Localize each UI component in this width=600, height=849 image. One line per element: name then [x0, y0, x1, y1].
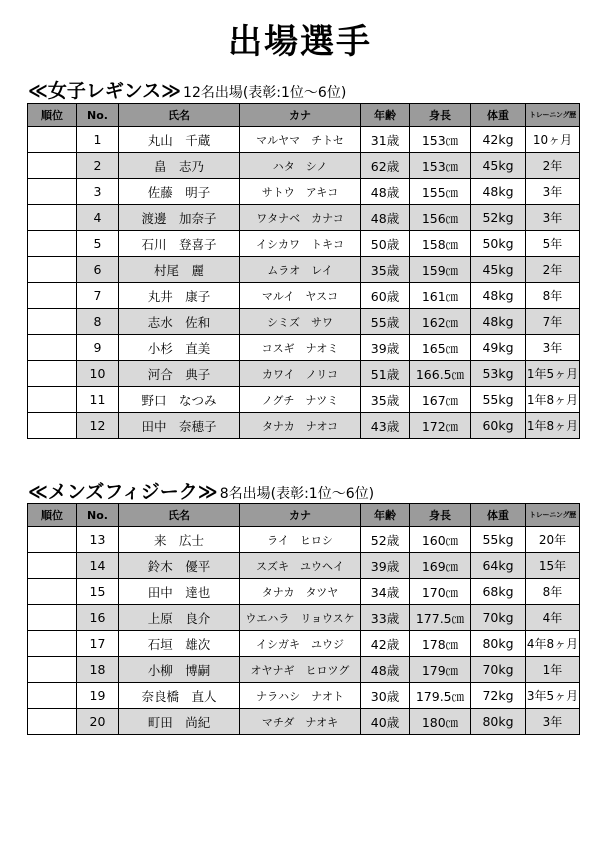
table-row — [28, 657, 580, 683]
kana-cell: タナカ ナオコ — [240, 413, 361, 439]
column-header-height: 身長 — [410, 104, 471, 127]
training-cell: 1年 — [526, 657, 580, 683]
name-cell: 奈良橋 直人 — [119, 683, 240, 709]
name-cell: 志水 佐和 — [119, 309, 240, 335]
weight-cell: 72kg — [471, 683, 526, 709]
kana-cell: ムラオ レイ — [240, 257, 361, 283]
table-row — [28, 257, 580, 283]
table-row — [28, 527, 580, 553]
column-header-training: トレーニング歴 — [526, 504, 580, 527]
rank-cell — [28, 309, 77, 335]
number-cell: 7 — [77, 283, 119, 309]
name-cell: 渡邊 加奈子 — [119, 205, 240, 231]
training-cell: 8年 — [526, 579, 580, 605]
number-cell: 18 — [77, 657, 119, 683]
weight-cell: 64kg — [471, 553, 526, 579]
kana-cell: イシカワ トキコ — [240, 231, 361, 257]
table-row — [28, 283, 580, 309]
age-cell: 39歳 — [361, 335, 410, 361]
age-cell: 35歳 — [361, 387, 410, 413]
column-header-age: 年齢 — [361, 504, 410, 527]
number-cell: 2 — [77, 153, 119, 179]
age-cell: 48歳 — [361, 179, 410, 205]
weight-cell: 80kg — [471, 631, 526, 657]
column-header-kana: カナ — [240, 104, 361, 127]
column-header-training: トレーニング歴 — [526, 104, 580, 127]
table-row — [28, 413, 580, 439]
table-row — [28, 153, 580, 179]
weight-cell: 53kg — [471, 361, 526, 387]
weight-cell: 60kg — [471, 413, 526, 439]
rank-cell — [28, 553, 77, 579]
height-cell: 179.5㎝ — [410, 683, 471, 709]
height-cell: 172㎝ — [410, 413, 471, 439]
rank-cell — [28, 179, 77, 205]
age-cell: 48歳 — [361, 657, 410, 683]
weight-cell: 70kg — [471, 657, 526, 683]
name-cell: 来 広士 — [119, 527, 240, 553]
number-cell: 15 — [77, 579, 119, 605]
age-cell: 50歳 — [361, 231, 410, 257]
weight-cell: 55kg — [471, 527, 526, 553]
section-note: 8名出場(表彰:1位～6位) — [219, 486, 375, 502]
kana-cell: ウエハラ リョウスケ — [240, 605, 361, 631]
number-cell: 3 — [77, 179, 119, 205]
rank-cell — [28, 709, 77, 735]
table-header-row — [28, 504, 580, 527]
age-cell: 55歳 — [361, 309, 410, 335]
number-cell: 16 — [77, 605, 119, 631]
weight-cell: 80kg — [471, 709, 526, 735]
kana-cell: サトウ アキコ — [240, 179, 361, 205]
name-cell: 小柳 博嗣 — [119, 657, 240, 683]
weight-cell: 68kg — [471, 579, 526, 605]
name-cell: 小杉 直美 — [119, 335, 240, 361]
height-cell: 153㎝ — [410, 153, 471, 179]
number-cell: 1 — [77, 127, 119, 153]
kana-cell: ハタ シノ — [240, 153, 361, 179]
column-header-kana: カナ — [240, 504, 361, 527]
number-cell: 4 — [77, 205, 119, 231]
rank-cell — [28, 361, 77, 387]
column-header-weight: 体重 — [471, 504, 526, 527]
training-cell: 1年8ヶ月 — [526, 387, 580, 413]
kana-cell: オヤナギ ヒロツグ — [240, 657, 361, 683]
section-name: ≪女子レギンス≫ — [28, 80, 182, 102]
name-cell: 佐藤 明子 — [119, 179, 240, 205]
kana-cell: ライ ヒロシ — [240, 527, 361, 553]
training-cell: 7年 — [526, 309, 580, 335]
age-cell: 52歳 — [361, 527, 410, 553]
weight-cell: 49kg — [471, 335, 526, 361]
name-cell: 畠 志乃 — [119, 153, 240, 179]
height-cell: 179㎝ — [410, 657, 471, 683]
rank-cell — [28, 579, 77, 605]
number-cell: 12 — [77, 413, 119, 439]
weight-cell: 48kg — [471, 179, 526, 205]
height-cell: 166.5㎝ — [410, 361, 471, 387]
rank-cell — [28, 205, 77, 231]
name-cell: 田中 達也 — [119, 579, 240, 605]
table-row — [28, 387, 580, 413]
column-header-name: 氏名 — [119, 104, 240, 127]
age-cell: 40歳 — [361, 709, 410, 735]
training-cell: 3年 — [526, 205, 580, 231]
section-name: ≪メンズフィジーク≫ — [28, 481, 218, 503]
section-heading-womens-leggings — [28, 76, 346, 103]
rank-cell — [28, 527, 77, 553]
table-row — [28, 553, 580, 579]
age-cell: 43歳 — [361, 413, 410, 439]
training-cell: 4年8ヶ月 — [526, 631, 580, 657]
name-cell: 田中 奈穂子 — [119, 413, 240, 439]
table-row — [28, 631, 580, 657]
table-row — [28, 683, 580, 709]
rank-cell — [28, 283, 77, 309]
name-cell: 上原 良介 — [119, 605, 240, 631]
rank-cell — [28, 631, 77, 657]
training-cell: 4年 — [526, 605, 580, 631]
column-header-number: No. — [77, 504, 119, 527]
name-cell: 丸井 康子 — [119, 283, 240, 309]
age-cell: 34歳 — [361, 579, 410, 605]
rank-cell — [28, 605, 77, 631]
weight-cell: 45kg — [471, 257, 526, 283]
height-cell: 160㎝ — [410, 527, 471, 553]
number-cell: 11 — [77, 387, 119, 413]
age-cell: 60歳 — [361, 283, 410, 309]
number-cell: 9 — [77, 335, 119, 361]
table-row — [28, 205, 580, 231]
number-cell: 19 — [77, 683, 119, 709]
table-row — [28, 361, 580, 387]
table-row — [28, 335, 580, 361]
table-row — [28, 579, 580, 605]
training-cell: 1年5ヶ月 — [526, 361, 580, 387]
training-cell: 1年8ヶ月 — [526, 413, 580, 439]
training-cell: 20年 — [526, 527, 580, 553]
height-cell: 177.5㎝ — [410, 605, 471, 631]
kana-cell: ナラハシ ナオト — [240, 683, 361, 709]
name-cell: 町田 尚紀 — [119, 709, 240, 735]
kana-cell: スズキ ユウヘイ — [240, 553, 361, 579]
name-cell: 石垣 雄次 — [119, 631, 240, 657]
name-cell: 村尾 麗 — [119, 257, 240, 283]
kana-cell: カワイ ノリコ — [240, 361, 361, 387]
age-cell: 39歳 — [361, 553, 410, 579]
rank-cell — [28, 127, 77, 153]
table-row — [28, 605, 580, 631]
name-cell: 石川 登喜子 — [119, 231, 240, 257]
age-cell: 35歳 — [361, 257, 410, 283]
training-cell: 5年 — [526, 231, 580, 257]
table-header-row — [28, 104, 580, 127]
weight-cell: 48kg — [471, 309, 526, 335]
column-header-height: 身長 — [410, 504, 471, 527]
weight-cell: 45kg — [471, 153, 526, 179]
training-cell: 3年5ヶ月 — [526, 683, 580, 709]
age-cell: 62歳 — [361, 153, 410, 179]
name-cell: 野口 なつみ — [119, 387, 240, 413]
column-header-number: No. — [77, 104, 119, 127]
name-cell: 鈴木 優平 — [119, 553, 240, 579]
column-header-weight: 体重 — [471, 104, 526, 127]
height-cell: 178㎝ — [410, 631, 471, 657]
number-cell: 13 — [77, 527, 119, 553]
kana-cell: ワタナベ カナコ — [240, 205, 361, 231]
number-cell: 17 — [77, 631, 119, 657]
number-cell: 14 — [77, 553, 119, 579]
kana-cell: コスギ ナオミ — [240, 335, 361, 361]
rank-cell — [28, 387, 77, 413]
weight-cell: 70kg — [471, 605, 526, 631]
height-cell: 167㎝ — [410, 387, 471, 413]
height-cell: 156㎝ — [410, 205, 471, 231]
height-cell: 155㎝ — [410, 179, 471, 205]
rank-cell — [28, 657, 77, 683]
page-title: 出場選手 — [228, 22, 372, 62]
table-row — [28, 309, 580, 335]
number-cell: 20 — [77, 709, 119, 735]
training-cell: 3年 — [526, 179, 580, 205]
height-cell: 158㎝ — [410, 231, 471, 257]
training-cell: 3年 — [526, 335, 580, 361]
age-cell: 30歳 — [361, 683, 410, 709]
age-cell: 51歳 — [361, 361, 410, 387]
number-cell: 6 — [77, 257, 119, 283]
height-cell: 180㎝ — [410, 709, 471, 735]
section-heading-mens-physique — [28, 477, 374, 504]
kana-cell: シミズ サワ — [240, 309, 361, 335]
column-header-rank: 順位 — [28, 504, 77, 527]
height-cell: 169㎝ — [410, 553, 471, 579]
weight-cell: 42kg — [471, 127, 526, 153]
table-row — [28, 231, 580, 257]
height-cell: 162㎝ — [410, 309, 471, 335]
kana-cell: マルイ ヤスコ — [240, 283, 361, 309]
kana-cell: マチダ ナオキ — [240, 709, 361, 735]
mens-physique-table — [27, 503, 580, 735]
weight-cell: 52kg — [471, 205, 526, 231]
number-cell: 8 — [77, 309, 119, 335]
number-cell: 5 — [77, 231, 119, 257]
training-cell: 8年 — [526, 283, 580, 309]
rank-cell — [28, 257, 77, 283]
weight-cell: 50kg — [471, 231, 526, 257]
height-cell: 153㎝ — [410, 127, 471, 153]
weight-cell: 48kg — [471, 283, 526, 309]
womens-leggings-table — [27, 103, 580, 439]
height-cell: 159㎝ — [410, 257, 471, 283]
training-cell: 3年 — [526, 709, 580, 735]
rank-cell — [28, 413, 77, 439]
section-note: 12名出場(表彰:1位～6位) — [183, 85, 347, 101]
training-cell: 15年 — [526, 553, 580, 579]
height-cell: 165㎝ — [410, 335, 471, 361]
table-row — [28, 127, 580, 153]
kana-cell: ノグチ ナツミ — [240, 387, 361, 413]
kana-cell: イシガキ ユウジ — [240, 631, 361, 657]
height-cell: 161㎝ — [410, 283, 471, 309]
table-row — [28, 709, 580, 735]
column-header-age: 年齢 — [361, 104, 410, 127]
training-cell: 2年 — [526, 257, 580, 283]
rank-cell — [28, 335, 77, 361]
kana-cell: タナカ タツヤ — [240, 579, 361, 605]
age-cell: 33歳 — [361, 605, 410, 631]
rank-cell — [28, 231, 77, 257]
training-cell: 2年 — [526, 153, 580, 179]
age-cell: 48歳 — [361, 205, 410, 231]
age-cell: 31歳 — [361, 127, 410, 153]
number-cell: 10 — [77, 361, 119, 387]
name-cell: 河合 典子 — [119, 361, 240, 387]
column-header-rank: 順位 — [28, 104, 77, 127]
name-cell: 丸山 千蔵 — [119, 127, 240, 153]
kana-cell: マルヤマ チトセ — [240, 127, 361, 153]
table-row — [28, 179, 580, 205]
age-cell: 42歳 — [361, 631, 410, 657]
rank-cell — [28, 683, 77, 709]
weight-cell: 55kg — [471, 387, 526, 413]
rank-cell — [28, 153, 77, 179]
column-header-name: 氏名 — [119, 504, 240, 527]
height-cell: 170㎝ — [410, 579, 471, 605]
training-cell: 10ヶ月 — [526, 127, 580, 153]
